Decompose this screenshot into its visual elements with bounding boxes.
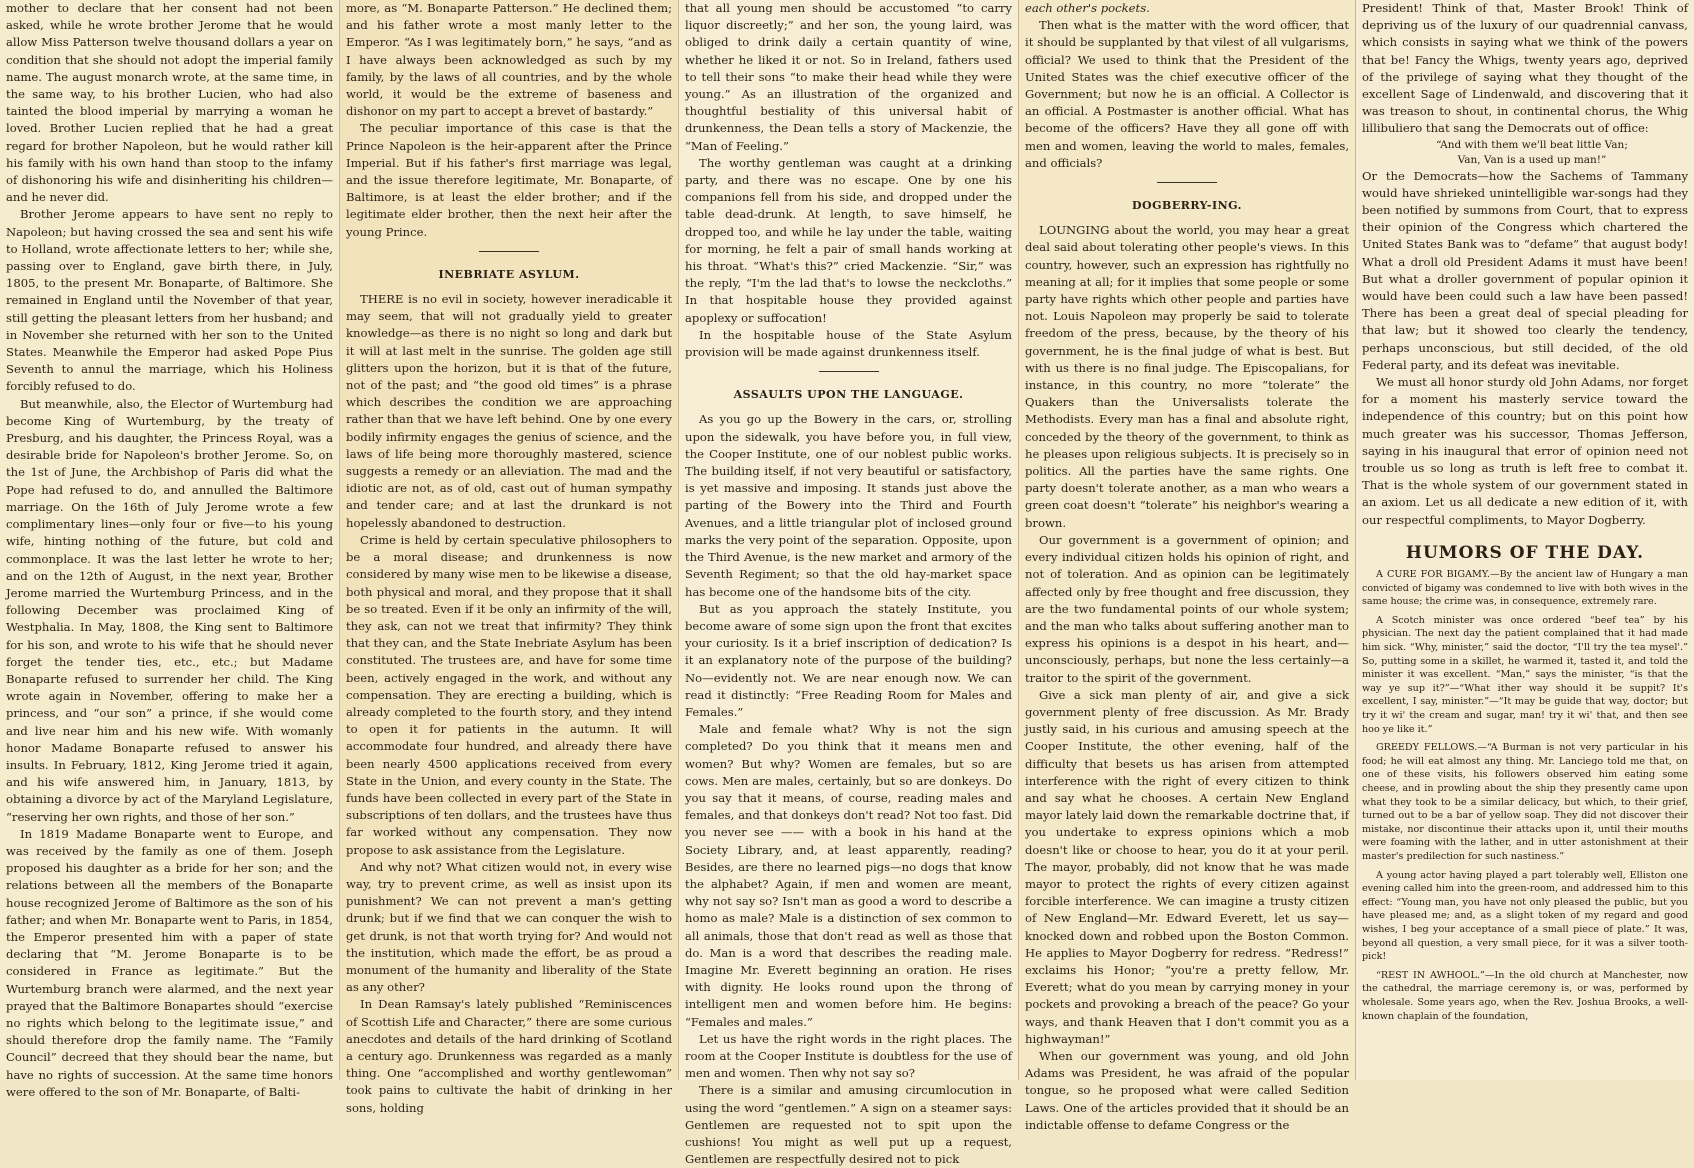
paragraph: more, as “M. Bonaparte Patterson.” He declined them; and his father wrote a most manly letter to the Emperor. “As I was legitimately born,” he says, “and as I have always been acknowledged as such by my family, by the laws of all countries, and by the whole world, it would be the extreme of baseness and dishonor on my part to accept a brevet of bastardy.”	[346, 1, 672, 119]
section-heading: DOGBERRY-ING.	[1132, 199, 1242, 213]
paragraph: When our government was young, and old John Adams was President, he was afraid of the popular tongue, so he proposed what were called Sedition Laws. One of the articles provided that it should be an indictable offense to defame Congress or the	[1025, 1048, 1349, 1132]
humor-item: A young actor having played a part tolerably well, Elliston one evening called him into the green-room, and addressed him to this effect: “Young man, you have not only pleased the public, but you have pleased me; and, as a slight token of my regard and good wishes, I beg your acceptance of a small piece of plate.” It was, beyond all question, a very small piece, for it was a silver tooth-pick!	[1362, 869, 1688, 963]
paragraph: There is a similar and amusing circumlocution in using the word “gentlemen.” A sign on a steamer says: Gentlemen are requested not to spit upon the cushions! You might as well put up a request, Gentlemen are respectfully desired not to pick	[685, 1083, 1012, 1167]
paragraph: Brother Jerome appears to have sent no reply to Napoleon; but having crossed the sea and sent his wife to Holland, wrote affectionate letters to her; while she, passing over to England, gave birth there, in July, 1805, to the present Mr. Bonaparte, of Baltimore. She remained in England until the November of that year, still getting the pleasant letters from her husband; and in November she returned with her son to the United States. Meanwhile the Emperor had asked Pope Pius Seventh to annul the marriage, which his Holiness forcibly refused to do.	[6, 207, 333, 394]
paragraph: LOUNGING about the world, you may hear a great deal said about tolerating other people's views. In this country, however, such an expression has rightfully no meaning at all; for it implies that some people or some party have rights which other people and parties have not. Louis Napoleon may properly be said to tolerate freedom of the press, because, by the theory of his government, he is the final judge of what is best. But with us there is no final judge. The Episcopalians, for instance, in this country, no more “tolerate” the Quakers than the Universalists tolerate the Methodists. Every man has a final and absolute right, conceded by the theory of the government, to think as he pleases upon religious subjects. It is precisely so in politics. All the parties have the same rights. One party doesn't tolerate another, as a man who wears a green coat doesn't “tolerate” his neighbor's wearing a brown.	[1025, 223, 1349, 530]
section-heading: INEBRIATE ASYLUM.	[438, 267, 580, 281]
paragraph: In Dean Ramsay's lately published “Reminiscences of Scottish Life and Character,” there are some curious anecdotes and details of the hard drinking of Scotland a century ago. Drunkenness was regarded as a manly thing. One “accomplished and worthy gentlewoman” took pains to cultivate the habit of drinking in her sons, holding	[346, 997, 672, 1115]
paragraph: As you go up the Bowery in the cars, or, strolling upon the sidewalk, you have before you, in full view, the Cooper Institute, one of our noblest public works. The building itself, if not very beautiful or satisfactory, is yet massive and imposing. It stands just above the parting of the Bowery into the Third and Fourth Avenues, and a little triangular plot of inclosed ground marks the very point of the separation. Opposite, upon the Third Avenue, is the new market and armory of the Seventh Regiment; so that the old hay-market space has become one of the handsome bits of the city.	[685, 412, 1012, 599]
section-heading: ASSAULTS UPON THE LANGUAGE.	[733, 388, 964, 402]
paragraph: Our government is a government of opinion; and every individual citizen holds his opinion of right, and not of toleration. And as opinion can be legitimately affected only by free thought and free discussion, they are the two fundamental points of our whole system; and the man who talks about suffering another man to express his opinions is a despot in his heart, and—unconsciously, perhaps, but none the less certainly—a traitor to the spirit of the government.	[1025, 532, 1349, 685]
section-divider	[819, 371, 879, 372]
paragraph: Or the Democrats—how the Sachems of Tammany would have shrieked unintelligible war-songs had they been notified by summons from Court, that to express their opinion of the Congress which chartered the United States Bank was to “defame” that august body! What a droll old President Adams it must have been! But what a droller government of popular opinion it would have been could such a law have been passed! There has been a great deal of special pleading for that law; but it showed too clearly the tendency, perhaps unconscious, but still decided, of the old Federal party, and its defeat was inevitable.	[1362, 168, 1688, 372]
paragraph: each other's pockets.	[1025, 1, 1150, 15]
paragraph: In 1819 Madame Bonaparte went to Europe, and was received by the family as one of them. Joseph proposed his daughter as a bride for her son; and the relations between all the members of the Bonaparte house recognized Jerome of Baltimore as the son of his father; and when Mr. Bonaparte went to Paris, in 1854, the Emperor presented him with a paper of state declaring that “M. Jerome Bonaparte is to be considered in France as legitimate.” But the Wurtemburg branch were alarmed, and the next year prayed that the Baltimore Bonapartes should “exercise no rights which belong to the legitimate issue,” and should therefore drop the family name. The “Family Council” decreed that they should bear the name, but have no rights of succession. At the same time honors were offered to the son of Mr. Bonaparte, of Balti-	[6, 826, 333, 1099]
section-divider	[1157, 182, 1217, 183]
paragraph: The peculiar importance of this case is that the Prince Napoleon is the heir-apparent after the Prince Imperial. But if his father's first marriage was legal, and the issue therefore legitimate, Mr. Bonaparte, of Baltimore, is at least the elder brother; and if the legitimate elder brother, then the next heir after the young Prince.	[346, 121, 672, 239]
paragraph: We must all honor sturdy old John Adams, nor forget for a moment his masterly service toward the independence of this country; but on this point how much greater was his successor, Thomas Jefferson, saying in his inaugural that error of opinion need not trouble us so long as truth is left free to combat it. That is the whole system of our government stated in an axiom. Let us all dedicate a new edition of it, with our respectful compliments, to Mayor Dogberry.	[1362, 375, 1688, 527]
poem-line: “And with them we'll beat little Van;	[1436, 138, 1628, 151]
paragraph: But as you approach the stately Institute, you become aware of some sign upon the front that excites your curiosity. Is it a brief inscription of dedication? Is it an explanatory note of the purpose of the building? No—evidently not. We are near enough now. We can read it distinctly: “Free Reading Room for Males and Females.”	[685, 601, 1012, 719]
humor-items	[1362, 568, 1688, 1023]
paragraph: But meanwhile, also, the Elector of Wurtemburg had become King of Wurtemburg, by the treaty of Presburg, and his daughter, the Princess Royal, was a desirable bride for Napoleon's brother Jerome. So, on the 1st of June, the Archbishop of Paris did what the Pope had refused to do, and annulled the Baltimore marriage. On the 16th of July Jerome wrote a few complimentary lines—only four or five—to his young wife, hinting nothing of the future, but cold and commonplace. It was the last letter he wrote to her; and on the 12th of August, in the next year, Brother Jerome married the Wurtemburg Princess, and in the following December was proclaimed King of Westphalia. In May, 1808, the King sent to Baltimore for his son, and wrote to his wife that he should never forget the tender ties, etc., etc.; but Madame Bonaparte refused to surrender her child. The King wrote again in November, offering to make her a princess, and “our son” a prince, if she would come and live near him and his new wife. With womanly honor Madame Bonaparte refused to answer his insults. In February, 1812, King Jerome tried it again, and his wife answered him, in January, 1813, by obtaining a divorce by act of the Maryland Legislature, “reserving her own rights, and those of her son.”	[6, 396, 333, 824]
paragraph: Then what is the matter with the word officer, that it should be supplanted by that vilest of all vulgarisms, official? We used to think that the President of the United States was the chief executive officer of the Government; but now he is an official. A Collector is an official. A Postmaster is another official. What has become of the officers? Have they all gone off with men and women, leaving the world to males, females, and officials?	[1025, 18, 1349, 170]
column-1	[0, 0, 340, 1099]
column-3	[679, 0, 1019, 1167]
paragraph: that all young men should be accustomed “to carry liquor discreetly;” and her son, the young laird, was obliged to drink daily a certain quantity of wine, whether he liked it or not. So in Ireland, fathers used to tell their sons “to make their head while they were young.” As an illustration of the organized and thoughtful bestiality of this universal habit of drunkenness, the Dean tells a story of Mackenzie, the “Man of Feeling.”	[685, 1, 1012, 153]
paragraph: The worthy gentleman was caught at a drinking party, and there was no escape. One by one his companions fell from his side, and dropped under the table dead-drunk. At length, to save himself, he dropped too, and while he lay under the table, waiting for morning, he felt a pair of small hands working at his throat. “What's this?” cried Mackenzie. “Sir,” was the reply, “I'm the lad that's to lowse the neckcloths.” In that hospitable house they provided against apoplexy or suffocation!	[685, 155, 1012, 325]
column-2	[340, 0, 679, 1115]
paragraph: Crime is held by certain speculative philosophers to be a moral disease; and drunkenness is now considered by many wise men to be likewise a disease, both physical and moral, and they propose that it shall be so treated. Even if it be only an infirmity of the will, they ask, can not we treat that infirmity? They think that they can, and the State Inebriate Asylum has been constituted. The trustees are, and have for some time been, actively engaged in the work, and without any compensation. They are erecting a building, which is already completed to the fourth story, and they intend to open it for patients in the autumn. It will accommodate four hundred, and already there have been nearly 4500 applications received from every State in the Union, and every county in the State. The funds have been collected in every part of the State in subscriptions of ten dollars, and the trustees have thus far worked without any compensation. They now propose to ask assistance from the Legislature.	[346, 532, 672, 857]
paragraph: And why not? What citizen would not, in every wise way, try to prevent crime, as well as insist upon its punishment? We can not prevent a man's getting drunk; but if we find that we can conquer the wish to get drunk, is not that worth trying for? And would not the institution, which made the effort, be as proud a monument of the humanity and liberality of the State as any other?	[346, 859, 672, 995]
section-divider	[479, 251, 539, 252]
column-5	[1356, 0, 1694, 1080]
poem-line: Van, Van is a used up man!”	[1457, 153, 1607, 166]
column-4	[1019, 0, 1356, 1132]
paragraph: President! Think of that, Master Brook! Think of depriving us of the luxury of our quadrennial canvass, which consists in saying what we think of the powers that be! Fancy the Whigs, twenty years ago, deprived of the privilege of saying what they thought of the excellent Sage of Lindenwald, and discovering that it was treason to shout, in continental chorus, the Whig lillibuliero that sang the Democrats out of office:	[1362, 1, 1688, 136]
humor-item: A CURE FOR BIGAMY.—By the ancient law of Hungary a man convicted of bigamy was condemned to live with both wives in the same house; the crime was, in consequence, extremely rare.	[1362, 569, 1688, 608]
paragraph: In the hospitable house of the State Asylum provision will be made against drunkenness itself.	[685, 327, 1012, 360]
humor-item: A Scotch minister was once ordered “beef tea” by his physician. The next day the patient complained that it had made him sick. “Why, minister,” said the doctor, “I'll try the tea mysel'.” So, putting some in a skillet, he warmed it, tasted it, and told the minister it was excellent. “Man,” says the minister, “is that the way ye sup it?”—“What ither way should it be suppit? It's excellent, I say, minister.”—“It may be guide that way, doctor; but try it wi' the cream and sugar, man! try it wi' that, and then see hoo ye like it.”	[1362, 614, 1688, 735]
paragraph: Let us have the right words in the right places. The room at the Cooper Institute is doubtless for the use of men and women. Then why not say so?	[685, 1031, 1012, 1081]
paragraph: Male and female what? Why is not the sign completed? Do you think that it means men and women? But why? Women are females, but so are cows. Men are males, certainly, but so are donkeys. Do you say that it means, of course, reading males and females, and that donkeys don't read? Not too fast. Did you never see —— with a book in his hand at the Society Library, and, at least apparently, reading? Besides, are there no learned pigs—no dogs that know the alphabet? Again, if men and women are meant, why not say so? Isn't man as good a word to describe a homo as male? Male is a distinction of sex common to all animals, those that don't read as well as those that do. Man is a word that describes the reading male. Imagine Mr. Everett beginning an oration. He rises with dignity. He looks round upon the throng of intelligent men and women before him. He begins: “Females and males.”	[685, 722, 1012, 1029]
paragraph: THERE is no evil in society, however ineradicable it may seem, that will not gradually yield to greater knowledge—as there is no night so long and dark but it will at last melt in the sunrise. The golden age still glitters upon the horizon, but it is that of the future, not of the past; and “the good old times” is a phrase which describes the condition we are approaching rather than that we have left behind. One by one every bodily infirmity engages the genius of science, and the laws of life being more thoroughly mastered, science suggests a remedy or an alleviation. The mad and the idiotic are not, as of old, cast out of human sympathy and tender care; and at last the drunkard is not hopelessly abandoned to destruction.	[346, 292, 672, 530]
humor-item: GREEDY FELLOWS.—“A Burman is not very particular in his food; he will eat almost any thing. Mr. Lanciego told me that, on one of these visits, his followers observed him eating some cheese, and in prowling about the ship they presently came upon what they took to be a similar delicacy, but which, to their grief, turned out to be a bar of yellow soap. They did not discover their mistake, nor discontinue their attacks upon it, until their mouths were foaming with the lather, and in utter astonishment at their master's predilection for such nastiness.”	[1362, 742, 1688, 862]
section-heading: HUMORS OF THE DAY.	[1405, 542, 1645, 563]
paragraph: mother to declare that her consent had not been asked, while he wrote brother Jerome that he would allow Miss Patterson twelve thousand dollars a year on condition that she should not adopt the imperial family name. The august monarch wrote, at the same time, in the same way, to his brother Lucien, who had also tainted the blood imperial by marrying a woman he loved. Brother Lucien replied that he had a great regard for brother Napoleon, but he would rather kill his family with his own hand than stoop to the infamy of dishonoring his wife and disinheriting his children—and he never did.	[6, 1, 333, 205]
humor-item: “REST IN AWHOOL.”—In the old church at Manchester, now the cathedral, the marriage ceremony is, or was, performed by wholesale. Some years ago, when the Rev. Joshua Brooks, a well-known chaplain of the foundation,	[1362, 969, 1688, 1022]
paragraph: Give a sick man plenty of air, and give a sick government plenty of free discussion. As Mr. Brady justly said, in his curious and amusing speech at the Cooper Institute, the other evening, half of the difficulty that besets us has arisen from attempted interference with the right of every citizen to think and say what he chooses. A certain New England mayor lately laid down the remarkable doctrine that, if you undertake to express opinions which a mob doesn't like or choose to hear, you do it at your peril. The mayor, probably, did not know that he was made mayor to protect the rights of every citizen against forcible interference. We can imagine a trusty citizen of New England—Mr. Edward Everett, let us say—knocked down and robbed upon the Boston Common. He applies to Mayor Dogberry for redress. “Redress!” exclaims his Honor; “you're a pretty fellow, Mr. Everett; what do you mean by carrying money in your pockets and provoking a breach of the peace? Go your ways, and thank Heaven that I don't commit you as a highwayman!”	[1025, 687, 1349, 1046]
